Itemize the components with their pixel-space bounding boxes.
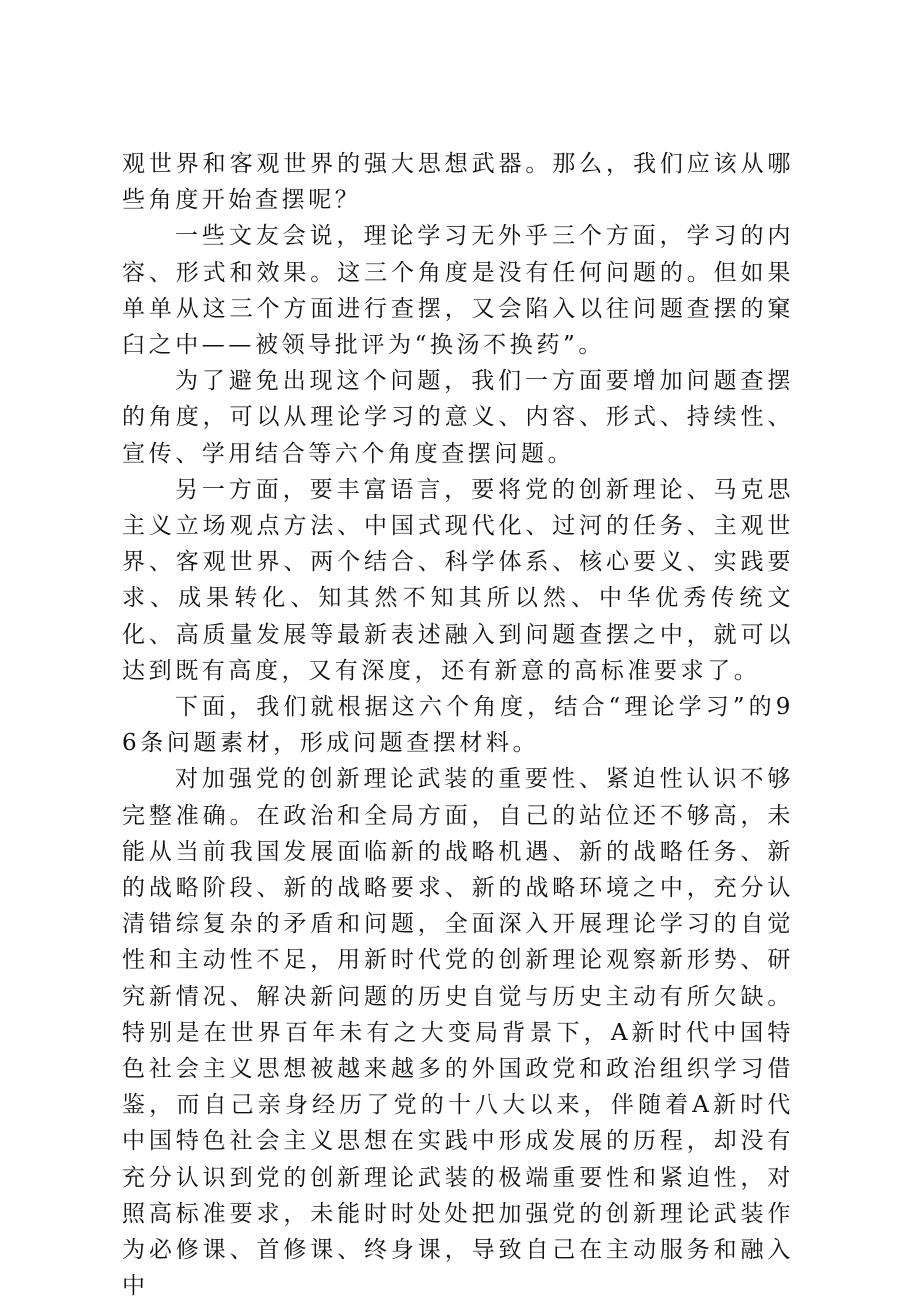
document-body xyxy=(122,146,794,1305)
paragraph-materials-intro: 下面，我们就根据这六个角度，结合“理论学习”的96条问题素材，形成问题查摆材料。 xyxy=(122,694,794,757)
paragraph-continuation: 观世界和客观世界的强大思想武器。那么，我们应该从哪些角度开始查摆呢？ xyxy=(122,151,794,214)
paragraph-enrich-language: 另一方面，要丰富语言，要将党的创新理论、马克思主义立场观点方法、中国式现代化、过河的任务、主观世界、客观世界、两个结合、科学体系、核心要义、实践要求、成果转化、知其然不知其所以然、中华优秀传统文化、高质量发展等最新表述融入到问题查摆之中，就可以达到既有高度，又有深度，还有新意的高标准要求了。 xyxy=(122,476,794,684)
paragraph-problem-1: 对加强党的创新理论武装的重要性、紧迫性认识不够完整准确。在政治和全局方面，自己的站位还不够高，未能从当前我国发展面临新的战略机遇、新的战略任务、新的战略阶段、新的战略要求、新的战略环境之中，充分认清错综复杂的矛盾和问题，全面深入开展理论学习的自觉性和主动性不足，用新时代党的创新理论观察新形势、研究新情况、解决新问题的历史自觉与历史主动有所欠缺。特别是在世界百年未有之大变局背景下，A新时代中国特色社会主义思想被越来越多的外国政党和政治组织学习借鉴，而自己亲身经历了党的十八大以来，伴随着A新时代中国特色社会主义思想在实践中形成发展的历程，却没有充分认识到党的创新理论武装的极端重要性和紧迫性，对照高标准要求，未能时时处处把加强党的创新理论武装作为必修课、首修课、终身课，导致自己在主动服务和融入中 xyxy=(122,766,794,1300)
paragraph-six-angles: 为了避免出现这个问题，我们一方面要增加问题查摆的角度，可以从理论学习的意义、内容、形式、持续性、宣传、学用结合等六个角度查摆问题。 xyxy=(122,368,794,467)
paragraph-angles-intro: 一些文友会说，理论学习无外乎三个方面，学习的内容、形式和效果。这三个角度是没有任何问题的。但如果单单从这三个方面进行查摆，又会陷入以往问题查摆的窠臼之中——被领导批评为“换汤不换药”。 xyxy=(122,223,794,359)
